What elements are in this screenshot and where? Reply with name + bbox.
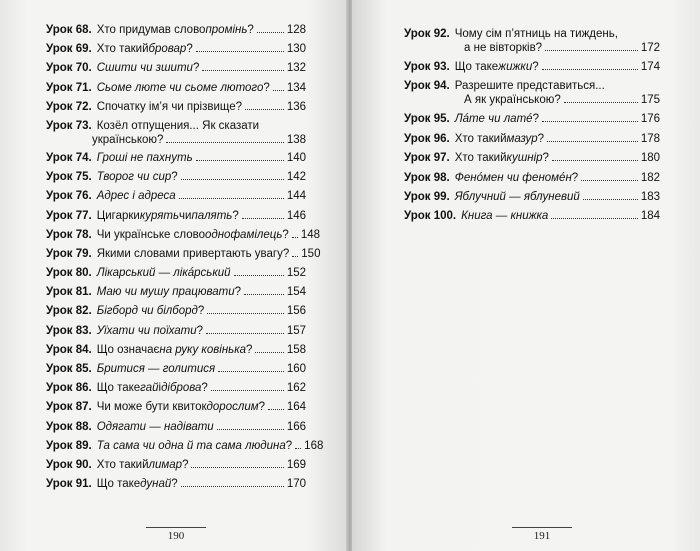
dot-leader: [255, 352, 283, 353]
dot-leader: [196, 51, 284, 52]
toc-entry-line: [404, 27, 660, 41]
toc-entry: [46, 209, 306, 228]
lesson-title-part: Яблучний — яблуневий: [454, 190, 580, 203]
dot-leader: [196, 160, 284, 161]
toc-entry: [46, 266, 306, 285]
page-ref: 164: [286, 401, 306, 414]
footer-rule: [512, 527, 572, 528]
toc-entry: [46, 400, 306, 419]
page-ref: 160: [286, 363, 306, 375]
dot-leader: [581, 180, 638, 181]
lesson-title-part: Що таке: [96, 382, 141, 395]
toc-entry-line: [46, 61, 306, 75]
lesson-number: Урок 89.: [46, 439, 92, 452]
toc-entry: [46, 189, 306, 208]
lesson-title-part: Разрешите представиться...: [454, 80, 605, 93]
toc-entry-line: [46, 247, 321, 261]
toc-entry: [46, 381, 306, 400]
toc-entry-line: [46, 304, 306, 318]
right-page: [352, 0, 700, 551]
dot-leader: [542, 121, 638, 122]
page-ref: 172: [640, 42, 660, 54]
lesson-title-part: дорослим: [206, 401, 259, 414]
toc-list-left: [46, 23, 324, 496]
lesson-number: Урок 90.: [46, 458, 92, 471]
lesson-title-part: Маю чи мушу працювати: [96, 286, 235, 299]
toc-entry-line: [404, 209, 660, 223]
lesson-number: Урок 75.: [46, 171, 92, 184]
toc-entry-line: [46, 119, 306, 133]
toc-entry: [404, 60, 660, 79]
lesson-title-part: Якими словами привертають увагу?: [96, 247, 290, 260]
toc-entry: [46, 100, 306, 119]
lesson-title-part: ?: [571, 171, 579, 184]
page-ref: 182: [640, 171, 660, 184]
dot-leader: [292, 237, 298, 238]
lesson-number: Урок 84.: [46, 343, 92, 356]
lesson-title-continuation: а не вівторків?: [464, 42, 543, 54]
page-ref: 184: [640, 210, 660, 223]
toc-entry-line: [404, 132, 660, 146]
lesson-title-part: ?: [186, 43, 193, 56]
dot-leader: [547, 141, 638, 142]
dot-leader: [179, 198, 284, 199]
page-ref: 162: [286, 382, 306, 395]
lesson-title-part: діброва: [161, 382, 202, 395]
toc-entry: [404, 27, 660, 60]
page-ref: 166: [286, 420, 306, 433]
lesson-number: Урок 72.: [46, 100, 92, 113]
lesson-title-part: Лáте чи латé: [454, 113, 533, 126]
lesson-title-part: Чи може бути квиток: [96, 401, 207, 414]
lesson-title-part: Книга — книжка: [461, 210, 549, 223]
toc-entry: [404, 132, 660, 151]
page-ref: 130: [286, 43, 306, 56]
dot-leader: [218, 371, 284, 372]
page-ref: 175: [640, 94, 660, 107]
page-ref: 146: [286, 209, 306, 222]
lesson-title-part: Чому сім п’ятниць на тиждень,: [454, 28, 618, 40]
lesson-number: Урок 71.: [46, 81, 92, 94]
lesson-number: Урок 97.: [404, 152, 450, 165]
lesson-title-part: Уїхати чи поїхати: [96, 324, 197, 337]
page-ref: 150: [301, 247, 321, 260]
lesson-number: Урок 69.: [46, 43, 92, 56]
lesson-title-part: бровар: [148, 43, 187, 56]
page-ref: 170: [286, 478, 306, 491]
page-ref: 156: [286, 305, 306, 318]
lesson-title-part: Бритися — голитися: [96, 363, 216, 375]
page-ref: 157: [286, 324, 306, 337]
dot-leader: [191, 467, 283, 468]
toc-entry-line: [46, 189, 306, 203]
lesson-number: Урок 94.: [404, 80, 450, 93]
lesson-number: Урок 95.: [404, 113, 450, 126]
dot-leader: [245, 109, 284, 110]
lesson-title-part: ?: [196, 324, 204, 337]
lesson-number: Урок 78.: [46, 228, 92, 241]
page-ref: 132: [286, 62, 306, 75]
page-ref: 154: [286, 286, 306, 299]
page-footer-left: [146, 527, 206, 542]
lesson-title-part: гай: [140, 382, 159, 395]
page-ref: 180: [640, 152, 660, 165]
lesson-title-part: Та сама чи одна й та сама людина: [96, 439, 286, 452]
page-ref: 144: [286, 190, 306, 203]
dot-leader: [211, 390, 284, 391]
lesson-title-part: Одягати — надівати: [96, 420, 214, 433]
toc-entry-line: [46, 324, 306, 338]
lesson-number: Урок 83.: [46, 324, 92, 337]
lesson-title-part: Спочатку ім’я чи прізвище?: [96, 100, 243, 113]
toc-entry: [404, 112, 660, 131]
toc-entry-line: [46, 285, 306, 299]
dot-leader: [202, 70, 283, 71]
lesson-number: Урок 87.: [46, 401, 92, 414]
lesson-title-part: ?: [197, 305, 205, 318]
lesson-number: Урок 76.: [46, 190, 92, 203]
lesson-title-part: Хто такий: [454, 152, 507, 165]
lesson-title-part: жижки: [498, 61, 533, 73]
toc-entry-line: [46, 362, 306, 376]
lesson-title-part: ?: [258, 401, 266, 414]
lesson-title-part: Гроші не пахнуть: [96, 151, 193, 164]
lesson-number: Урок 99.: [404, 190, 450, 203]
page-ref: 148: [300, 228, 320, 241]
toc-entry-line: [46, 209, 306, 223]
lesson-number: Урок 93.: [404, 61, 450, 73]
toc-entry-line: [404, 60, 660, 74]
lesson-title-part: ?: [247, 24, 254, 36]
page-ref: 142: [286, 171, 306, 184]
dot-leader: [217, 429, 284, 430]
lesson-number: Урок 68.: [46, 24, 92, 36]
toc-entry: [46, 151, 306, 170]
page-footer-right: [512, 527, 572, 542]
lesson-title-part: ?: [532, 113, 539, 126]
toc-entry: [46, 81, 306, 100]
left-page: [0, 0, 348, 551]
dot-leader: [292, 256, 298, 257]
lesson-number: Урок 79.: [46, 247, 92, 260]
toc-entry: [46, 458, 306, 477]
lesson-number: Урок 80.: [46, 267, 92, 280]
lesson-title-part: чи: [179, 209, 192, 222]
footer-rule: [146, 527, 206, 528]
lesson-title-part: Хто такий: [454, 132, 507, 145]
page-ref: 134: [286, 81, 306, 94]
page-ref: 168: [304, 439, 324, 452]
toc-entry: [46, 42, 306, 61]
page-number: 191: [533, 530, 551, 542]
dot-leader: [234, 275, 284, 276]
lesson-number: Урок 88.: [46, 420, 92, 433]
lesson-title-part: ?: [171, 171, 178, 184]
lesson-title-part: дунай: [140, 478, 172, 491]
page-ref: 138: [286, 133, 306, 146]
dot-leader: [242, 218, 284, 219]
toc-entry-line: [46, 81, 306, 95]
toc-entry: [46, 343, 306, 362]
toc-entry: [46, 324, 306, 343]
page-ref: 152: [286, 267, 306, 280]
toc-entry-line: [404, 171, 660, 185]
lesson-title-part: ?: [182, 458, 189, 471]
toc-entry-line: [46, 151, 306, 165]
lesson-title-part: кушнір: [506, 152, 543, 165]
toc-entry: [46, 23, 306, 42]
toc-entry: [404, 190, 660, 209]
toc-entry-line: [46, 439, 324, 453]
toc-entry-line: [46, 23, 306, 37]
dot-leader: [268, 409, 284, 410]
lesson-title-part: Сшити чи зшити: [96, 62, 193, 75]
toc-entry: [46, 170, 306, 189]
toc-entry-line: [404, 190, 660, 204]
toc-entry: [46, 285, 306, 304]
toc-entry-line: [404, 151, 660, 165]
lesson-title-part: Хто такий: [96, 458, 149, 471]
lesson-title-part: Що таке: [96, 478, 141, 491]
dot-leader: [583, 199, 638, 200]
lesson-title-part: Цигарки: [96, 209, 140, 222]
toc-entry-line: [46, 381, 306, 395]
lesson-title-part: ?: [263, 81, 270, 94]
lesson-title-part: Фенóмен чи феномéн: [454, 171, 572, 184]
toc-entry-line: [46, 477, 306, 491]
lesson-number: Урок 91.: [46, 478, 92, 491]
dot-leader: [564, 102, 638, 103]
toc-entry-line: [404, 112, 660, 126]
toc-entry-line: [46, 133, 306, 147]
toc-entry: [46, 228, 320, 247]
lesson-title-part: ?: [532, 61, 539, 73]
lesson-title-part: палять: [191, 209, 233, 222]
lesson-title-part: на руку ковінька: [159, 343, 247, 356]
lesson-title-part: курять: [139, 209, 180, 222]
toc-entry: [46, 477, 306, 496]
lesson-title-part: ?: [542, 152, 549, 165]
lesson-title-part: ?: [282, 228, 289, 241]
page-ref: 136: [286, 100, 306, 113]
lesson-title-part: ?: [232, 209, 239, 222]
page-number: 190: [167, 530, 185, 542]
lesson-title-part: ?: [246, 343, 253, 356]
toc-entry: [404, 151, 660, 170]
lesson-title-part: промінь: [205, 24, 248, 36]
toc-entry-line: [46, 100, 306, 114]
toc-entry-line: [404, 93, 660, 107]
page-ref: 169: [286, 458, 306, 471]
dot-leader: [181, 486, 284, 487]
lesson-title-continuation: А як українською?: [464, 94, 561, 107]
toc-entry-line: [46, 228, 320, 242]
lesson-number: Урок 100.: [404, 210, 457, 223]
toc-list-right: [404, 27, 660, 229]
toc-entry: [46, 247, 321, 266]
dot-leader: [206, 333, 284, 334]
toc-entry: [404, 79, 660, 112]
lesson-title-continuation: українською?: [92, 133, 164, 146]
lesson-title-part: ?: [234, 286, 242, 299]
lesson-number: Урок 73.: [46, 119, 92, 132]
toc-entry-line: [46, 42, 306, 56]
dot-leader: [542, 69, 638, 70]
lesson-title-part: однофамілець: [204, 228, 283, 241]
toc-entry: [46, 439, 324, 458]
toc-entry: [46, 420, 306, 439]
toc-entry-line: [404, 41, 660, 55]
lesson-number: Урок 74.: [46, 151, 92, 164]
toc-entry-line: [46, 266, 306, 280]
dot-leader: [181, 179, 284, 180]
dot-leader: [273, 90, 284, 91]
lesson-title-part: лимар: [148, 458, 183, 471]
lesson-title-part: Чи українське слово: [96, 228, 205, 241]
toc-entry-line: [404, 79, 660, 93]
lesson-title-part: Сьоме люте чи сьоме лютого: [96, 81, 264, 94]
dot-leader: [244, 294, 284, 295]
page-ref: 183: [640, 190, 660, 203]
lesson-title-part: ?: [537, 132, 545, 145]
lesson-number: Урок 92.: [404, 28, 450, 40]
page-ref: 128: [286, 24, 306, 36]
lesson-number: Урок 81.: [46, 286, 92, 299]
lesson-title-part: мазур: [506, 132, 538, 145]
lesson-title-part: ?: [171, 478, 178, 491]
dot-leader: [207, 313, 284, 314]
lesson-title-part: Хто придумав слово: [96, 24, 206, 36]
toc-entry-line: [46, 400, 306, 414]
lesson-title-part: Творог чи сир: [96, 171, 172, 184]
lesson-title-part: Бігборд чи білборд: [96, 305, 198, 318]
page-ref: 176: [640, 113, 660, 126]
dot-leader: [545, 50, 638, 51]
lesson-title-part: Лікарський — лікáрський: [96, 267, 231, 280]
dot-leader: [551, 218, 637, 219]
page-ref: 178: [640, 132, 660, 145]
dot-leader: [552, 160, 638, 161]
dot-leader: [295, 448, 301, 449]
page-ref: 140: [286, 151, 306, 164]
lesson-number: Урок 86.: [46, 382, 92, 395]
lesson-title-part: Що таке: [454, 61, 499, 73]
toc-entry: [46, 304, 306, 323]
toc-entry: [46, 362, 306, 381]
lesson-number: Урок 77.: [46, 209, 92, 222]
lesson-title-part: і: [158, 382, 162, 395]
lesson-title-part: Хто такий: [96, 43, 149, 56]
lesson-title-part: Адрес і адреса: [96, 190, 176, 203]
dot-leader: [166, 142, 283, 143]
toc-entry-line: [46, 343, 306, 357]
toc-entry: [46, 119, 306, 151]
lesson-number: Урок 96.: [404, 132, 450, 145]
lesson-number: Урок 70.: [46, 62, 92, 75]
lesson-number: Урок 85.: [46, 363, 92, 375]
toc-entry: [46, 61, 306, 80]
toc-entry: [404, 171, 660, 190]
toc-entry: [404, 209, 660, 228]
lesson-number: Урок 82.: [46, 305, 92, 318]
lesson-title-part: Що означає: [96, 343, 160, 356]
toc-entry-line: [46, 170, 306, 184]
lesson-number: Урок 98.: [404, 171, 450, 184]
dot-leader: [257, 32, 284, 33]
toc-entry-line: [46, 420, 306, 434]
page-ref: 174: [640, 61, 660, 73]
toc-entry-line: [46, 458, 306, 472]
page-ref: 158: [286, 343, 306, 356]
lesson-title-part: ?: [201, 382, 208, 395]
lesson-title-part: ?: [285, 439, 293, 452]
lesson-title-part: Козёл отпущения... Як сказати: [96, 119, 260, 132]
lesson-title-part: ?: [192, 62, 200, 75]
